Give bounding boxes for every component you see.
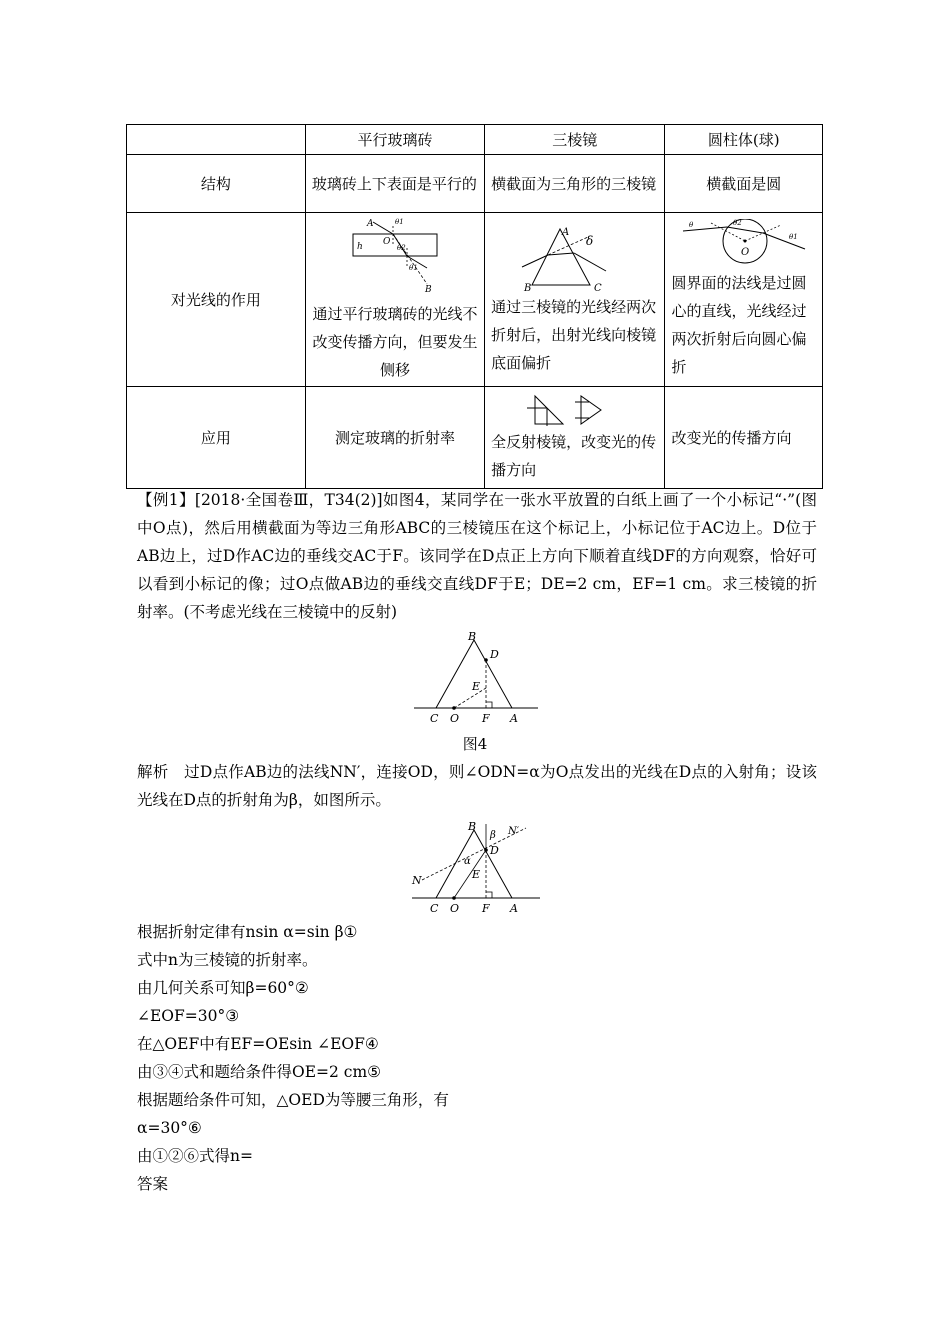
fig4-label-o: O xyxy=(450,712,460,725)
solution-step: α=30°⑥ xyxy=(137,1119,202,1137)
fig5-label-n: N xyxy=(412,874,422,887)
label-brick-b: B xyxy=(424,284,432,295)
answer-label: 答案 xyxy=(137,1175,169,1193)
figure-5-diagram xyxy=(408,818,544,914)
solution-step: 根据折射定律有nsin α=sin β① xyxy=(137,923,358,941)
header-empty-cell xyxy=(127,125,306,155)
fig5-label-c: C xyxy=(430,902,439,914)
fig4-label-e: E xyxy=(472,680,481,693)
label-cyl-o: O xyxy=(740,246,749,258)
row-label-structure: 结构 xyxy=(127,155,306,213)
fig5-label-f: F xyxy=(482,902,490,914)
cell-application-brick: 测定玻璃的折射率 xyxy=(305,387,484,489)
cell-effect-brick xyxy=(305,213,484,387)
figure-4-caption: 图4 xyxy=(462,735,488,753)
fig4-label-f: F xyxy=(482,712,490,725)
cell-effect-prism xyxy=(485,213,665,387)
solution-step: 由③④式和题给条件得OE=2 cm⑤ xyxy=(137,1063,382,1081)
fig5-label-e: E xyxy=(472,868,481,881)
effect-brick-text: 通过平行玻璃砖的光线不改变传播方向，但要发生侧移 xyxy=(312,304,478,379)
label-prism-a: A xyxy=(561,226,569,238)
solution-step: 根据题给条件可知，△OED为等腰三角形，有 xyxy=(137,1091,449,1109)
row-label-application: 应用 xyxy=(127,387,306,489)
label-prism-b: B xyxy=(523,282,532,293)
solution-step: 在△OEF中有EF=OEsin ∠EOF④ xyxy=(137,1035,379,1053)
header-glass-brick: 平行玻璃砖 xyxy=(305,125,484,155)
example-text: [2018·全国卷Ⅲ，T34(2)]如图4，某同学在一张水平放置的白纸上画了一个小标记“·”(图中O点)，然后用横截面为等边三角形ABC的三棱镜压在这个标记上，小标记位于AC边上。D位于AB边上，过D作AC边的垂线交AC于F。该同学在D点正上方向下顺着直线DF的方向观察，恰好可以看到小标记的像；过O点做AB边的垂线交直线DF于E；DE=2 cm，EF=1 cm。求三棱镜的折射率。(不考虑光线在三棱镜中的反射) xyxy=(137,491,817,621)
header-cylinder: 圆柱体(球) xyxy=(665,125,823,155)
effect-prism-text: 通过三棱镜的光线经两次折射后，出射光线向棱镜底面偏折 xyxy=(491,297,657,372)
fig4-label-a: A xyxy=(510,712,518,725)
fig4-label-b: B xyxy=(468,630,477,643)
header-prism: 三棱镜 xyxy=(485,125,665,155)
cell-structure-cylinder: 横截面是圆 xyxy=(665,155,823,213)
label-brick-h: h xyxy=(356,241,363,252)
solution-step: 式中n为三棱镜的折射率。 xyxy=(137,951,318,969)
fig5-label-a: A xyxy=(510,902,518,914)
fig5-label-alpha: α xyxy=(464,856,471,867)
label-brick-theta2: θ2 xyxy=(396,243,406,252)
effect-cylinder-text: 圆界面的法线是过圆心的直线，光线经过两次折射后向圆心偏折 xyxy=(671,273,807,376)
table-row-structure xyxy=(127,155,823,213)
label-prism-delta: δ xyxy=(585,233,593,248)
label-brick-theta1b: θ1 xyxy=(408,263,418,272)
fig5-label-n-prime: N′ xyxy=(508,826,520,837)
cell-structure-brick: 玻璃砖上下表面是平行的 xyxy=(305,155,484,213)
solution-step: ∠EOF=30°③ xyxy=(137,1007,240,1025)
cell-structure-prism: 横截面为三角形的三棱镜 xyxy=(485,155,665,213)
fig5-label-o: O xyxy=(450,902,460,914)
label-brick-theta1: θ1 xyxy=(394,217,404,226)
solution-step: 由①②⑥式得n= xyxy=(137,1147,253,1165)
fig5-label-b: B xyxy=(468,820,477,833)
prism-diagram xyxy=(520,223,630,293)
table-row-application xyxy=(127,387,823,489)
row-label-effect: 对光线的作用 xyxy=(127,213,306,387)
label-brick-o: O xyxy=(382,236,391,247)
figure-4-diagram xyxy=(410,630,542,726)
example-paragraph xyxy=(137,486,817,626)
example-tag: 【例1】 xyxy=(137,491,195,509)
fig5-label-d: D xyxy=(490,844,499,857)
cylinder-diagram xyxy=(681,219,807,269)
label-prism-c: C xyxy=(593,282,602,293)
glass-brick-diagram xyxy=(345,216,445,300)
cell-application-prism xyxy=(485,387,665,489)
solution-step: 由几何关系可知β=60°② xyxy=(137,979,309,997)
solution-steps xyxy=(137,918,817,1198)
fig4-label-d: D xyxy=(490,648,499,661)
fig5-label-beta: β xyxy=(490,830,496,841)
optics-comparison-table xyxy=(126,124,823,489)
label-cyl-theta1: θ1 xyxy=(788,232,798,241)
label-brick-a: A xyxy=(366,218,374,229)
cell-effect-cylinder xyxy=(665,213,823,387)
table-row-effect xyxy=(127,213,823,387)
label-cyl-theta2: θ2 xyxy=(732,218,742,227)
table-header-row xyxy=(127,125,823,155)
cell-application-cylinder: 改变光的传播方向 xyxy=(665,387,823,489)
label-cyl-theta: θ xyxy=(688,220,693,229)
solution-intro: 解析 过D点作AB边的法线NN′，连接OD，则∠ODN=α为O点发出的光线在D点的入射角；设该光线在D点的折射角为β，如图所示。 xyxy=(137,763,817,809)
fig4-label-c: C xyxy=(430,712,439,725)
application-prism-text: 全反射棱镜，改变光的传播方向 xyxy=(491,432,657,479)
total-reflection-prism-diagram xyxy=(525,392,625,428)
